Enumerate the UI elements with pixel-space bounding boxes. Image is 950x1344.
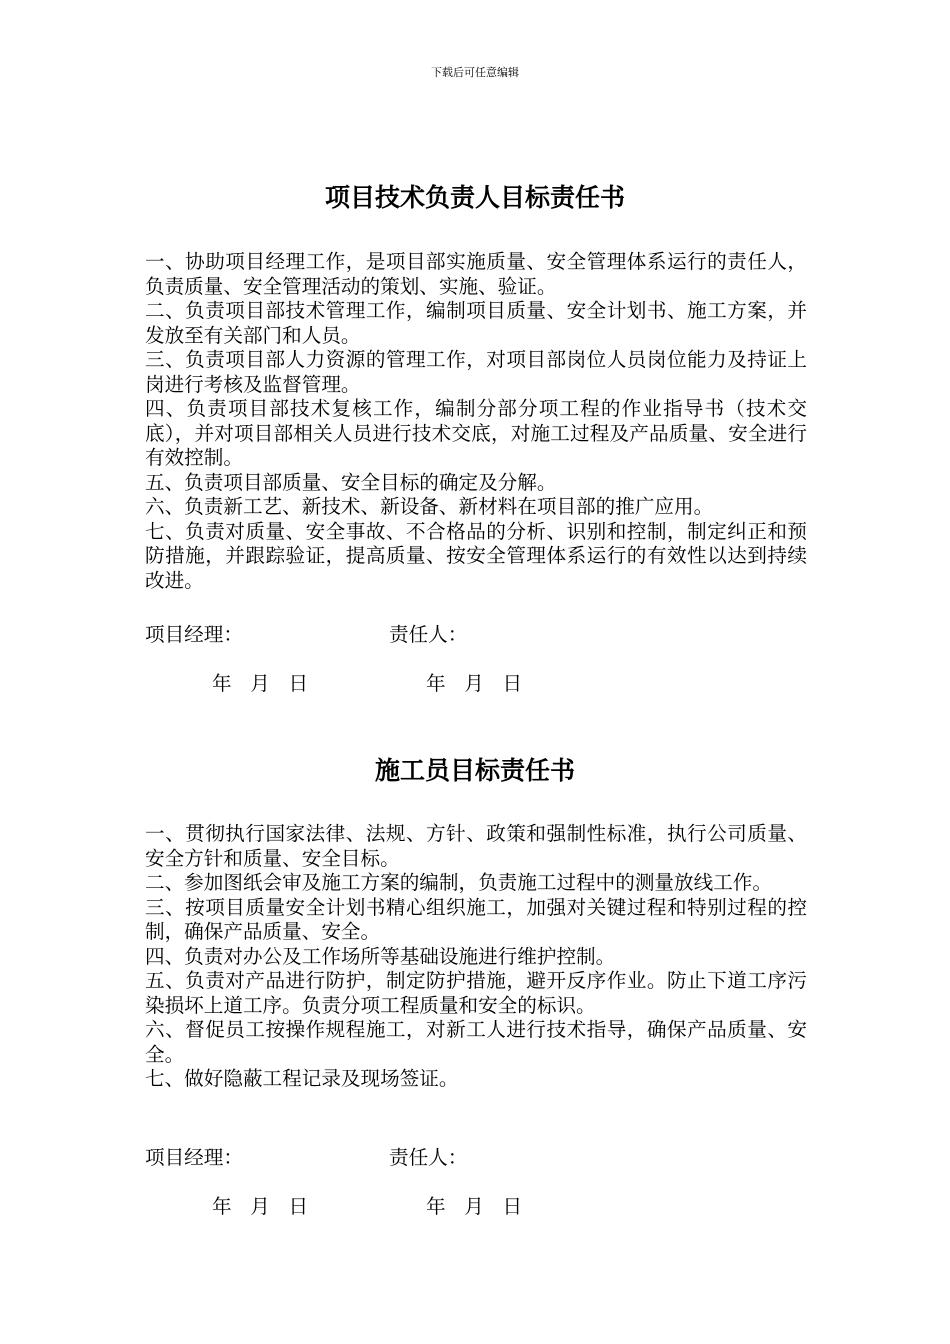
clause: 一、贯彻执行国家法律、法规、方针、政策和强制性标准，执行公司质量、安全方针和质量、安全目标。 — [145, 822, 807, 870]
section-1-signature-labels — [145, 623, 807, 647]
manager-date: 年 月 日 — [212, 672, 309, 695]
clause: 三、按项目质量安全计划书精心组织施工，加强对关键过程和特别过程的控制，确保产品质量、安全。 — [145, 895, 807, 943]
clause: 七、负责对质量、安全事故、不合格品的分析、识别和控制，制定纠正和预防措施，并跟踪验证，提高质量、按安全管理体系运行的有效性以达到持续改进。 — [145, 519, 807, 592]
section-2-clauses — [145, 822, 807, 1092]
section-2-title: 施工员目标责任书 — [374, 756, 575, 785]
manager-date: 年 月 日 — [212, 1195, 309, 1218]
section-1-title: 项目技术负责人目标责任书 — [324, 183, 625, 212]
clause: 五、负责对产品进行防护，制定防护措施，避开反序作业。防止下道工序污染损坏上道工序。负责分项工程质量和安全的标识。 — [145, 969, 807, 1017]
clause: 七、做好隐蔽工程记录及现场签证。 — [145, 1067, 459, 1090]
responsible-label: 责任人： — [389, 1146, 468, 1169]
section-1-dates — [145, 672, 807, 696]
responsible-date: 年 月 日 — [426, 672, 523, 695]
clause: 一、协助项目经理工作，是项目部实施质量、安全管理体系运行的责任人，负责质量、安全管理活动的策划、实施、验证。 — [145, 250, 807, 298]
clause: 二、参加图纸会审及施工方案的编制，负责施工过程中的测量放线工作。 — [145, 871, 772, 894]
manager-label: 项目经理： — [145, 623, 243, 646]
clause: 四、负责对办公及工作场所等基础设施进行维护控制。 — [145, 944, 616, 968]
clause: 二、负责项目部技术管理工作，编制项目质量、安全计划书、施工方案，并发放至有关部门和人员。 — [145, 299, 807, 347]
clause: 四、负责项目部技术复核工作，编制分部分项工程的作业指导书（技术交底），并对项目部相关人员进行技术交底，对施工过程及产品质量、安全进行有效控制。 — [145, 397, 807, 469]
responsible-date: 年 月 日 — [426, 1195, 523, 1218]
manager-label: 项目经理： — [145, 1146, 243, 1169]
section-1-clauses — [145, 250, 807, 593]
responsible-label: 责任人： — [389, 623, 468, 646]
section-2-signature-labels — [145, 1146, 807, 1170]
clause: 五、负责项目部质量、安全目标的确定及分解。 — [145, 470, 557, 494]
clause: 六、督促员工按操作规程施工，对新工人进行技术指导，确保产品质量、安全。 — [145, 1018, 807, 1066]
header-note: 下载后可任意编辑 — [431, 66, 519, 79]
clause: 三、负责项目部人力资源的管理工作，对项目部岗位人员岗位能力及持证上岗进行考核及监督管理。 — [145, 348, 807, 396]
clause: 六、负责新工艺、新技术、新设备、新材料在项目部的推广应用。 — [145, 495, 714, 518]
section-2-dates — [145, 1195, 807, 1219]
